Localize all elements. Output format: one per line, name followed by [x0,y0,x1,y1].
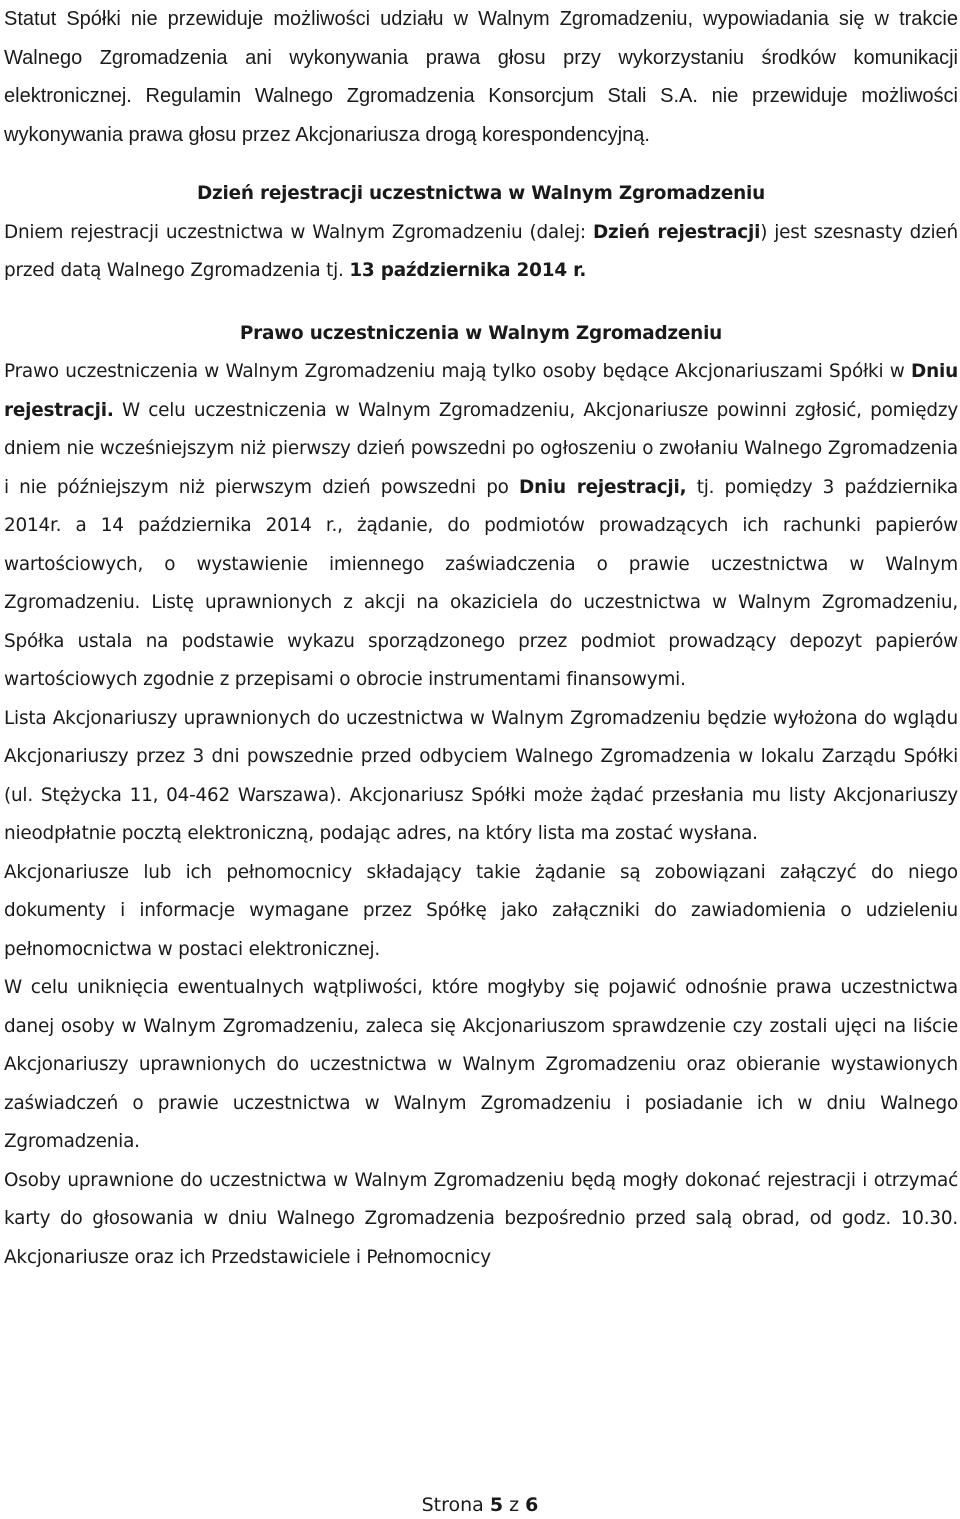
section-heading-registration-day: Dzień rejestracji uczestnictwa w Walnym Zgromadzeniu [196,183,766,204]
registration-day-term: Dzień rejestracji [592,221,761,243]
document-page [4,0,958,1277]
participation-right-paragraph: Prawo uczestniczenia w Walnym Zgromadzeniu mają tylko osoby będące Akcjonariuszami Spółki w Dniu rejestracji. W celu uczestniczenia w Walnym Zgromadzeniu, Akcjonariusze powinni zgłosić, pomiędzy dniem nie wcześniejszym niż pierwszy dzień powszedni po ogłoszeniu o zwołaniu Walnego Zgromadzenia i nie późniejszym niż pierwszym dzień powszedni po Dniu rejestracji, tj. pomiędzy 3 października 2014r. a 14 października 2014 r., żądanie, do podmiotów prowadzących ich rachunki papierów wartościowych, o wystawienie imiennego zaświadczenia o prawie uczestnictwa w Walnym Zgromadzeniu. Listę uprawnionych z akcji na okaziciela do uczestnictwa w Walnym Zgromadzeniu, Spółka ustala na podstawie wykazu sporządzonego przez podmiot prowadzący depozyt papierów wartościowych zgodnie z przepisami o obrocie instrumentami finansowymi. [4,361,958,690]
section-heading-participation-right: Prawo uczestniczenia w Walnym Zgromadzeniu [239,322,723,344]
shareholder-list-paragraph: Lista Akcjonariuszy uprawnionych do uczestnictwa w Walnym Zgromadzeniu będzie wyłożona do wglądu Akcjonariuszy przez 3 dni powszednie przed odbyciem Walnego Zgromadzenia w lokalu Zarządu Spółki (ul. Stężycka 11, 04-462 Warszawa). Akcjonariusz Spółki może żądać przesłania mu listy Akcjonariuszy nieodpłatnie pocztą elektroniczną, podając adres, na który lista ma zostać wysłana. [4,707,958,844]
proxy-documents-paragraph: Akcjonariusze lub ich pełnomocnicy składający takie żądanie są zobowiązani załączyć do niego dokumenty i informacje wymagane przez Spółkę jako załączniki do zawiadomienia o udzieleniu pełnomocnictwa w postaci elektronicznej. [4,861,958,960]
page-number-footer: Strona 5 z 6 [421,1494,539,1516]
total-page-number: 6 [525,1494,539,1516]
registration-cards-paragraph: Osoby uprawnione do uczestnictwa w Walnym Zgromadzeniu będą mogły dokonać rejestracji i otrzymać karty do głosowania w dniu Walnego Zgromadzenia bezpośrednio przed salą obrad, od godz. 10.30. Akcjonariusze oraz ich Przedstawiciele i Pełnomocnicy [4,1169,958,1268]
spacer [4,291,958,315]
verification-paragraph: W celu uniknięcia ewentualnych wątpliwości, które mogłyby się pojawić odnośnie prawa uczestnictwa danej osoby w Walnym Zgromadzeniu, zaleca się Akcjonariuszom sprawdzenie czy zostali ujęci na liście Akcjonariuszy uprawnionych do uczestnictwa w Walnym Zgromadzeniu oraz obieranie wystawionych zaświadczeń o prawie uczestnictwa w Walnym Zgromadzeniu i posiadanie ich w dniu Walnego Zgromadzenia. [4,977,958,1152]
registration-day-term: Dniu rejestracji, [519,476,687,498]
spacer [4,154,958,175]
current-page-number: 5 [489,1494,504,1516]
intro-paragraph: Statut Spółki nie przewiduje możliwości udziału w Walnym Zgromadzeniu, wypowiadania się w trakcie Walnego Zgromadzenia ani wykonywania prawa głosu przy wykorzystaniu środków komunikacji elektronicznej. Regulamin Walnego Zgromadzenia Konsorcjum Stali S.A. nie przewiduje możliwości wykonywania prawa głosu przez Akcjonariusza drogą korespondencyjną. [4,8,958,146]
registration-date: 13 października 2014 r. [349,260,587,281]
registration-day-paragraph: Dniem rejestracji uczestnictwa w Walnym Zgromadzeniu (dalej: Dzień rejestracji) jest szesnasty dzień przed datą Walnego Zgromadzenia tj. 13 października 2014 r. [4,221,958,281]
registration-day-term: Dniu rejestracji. [4,361,958,421]
